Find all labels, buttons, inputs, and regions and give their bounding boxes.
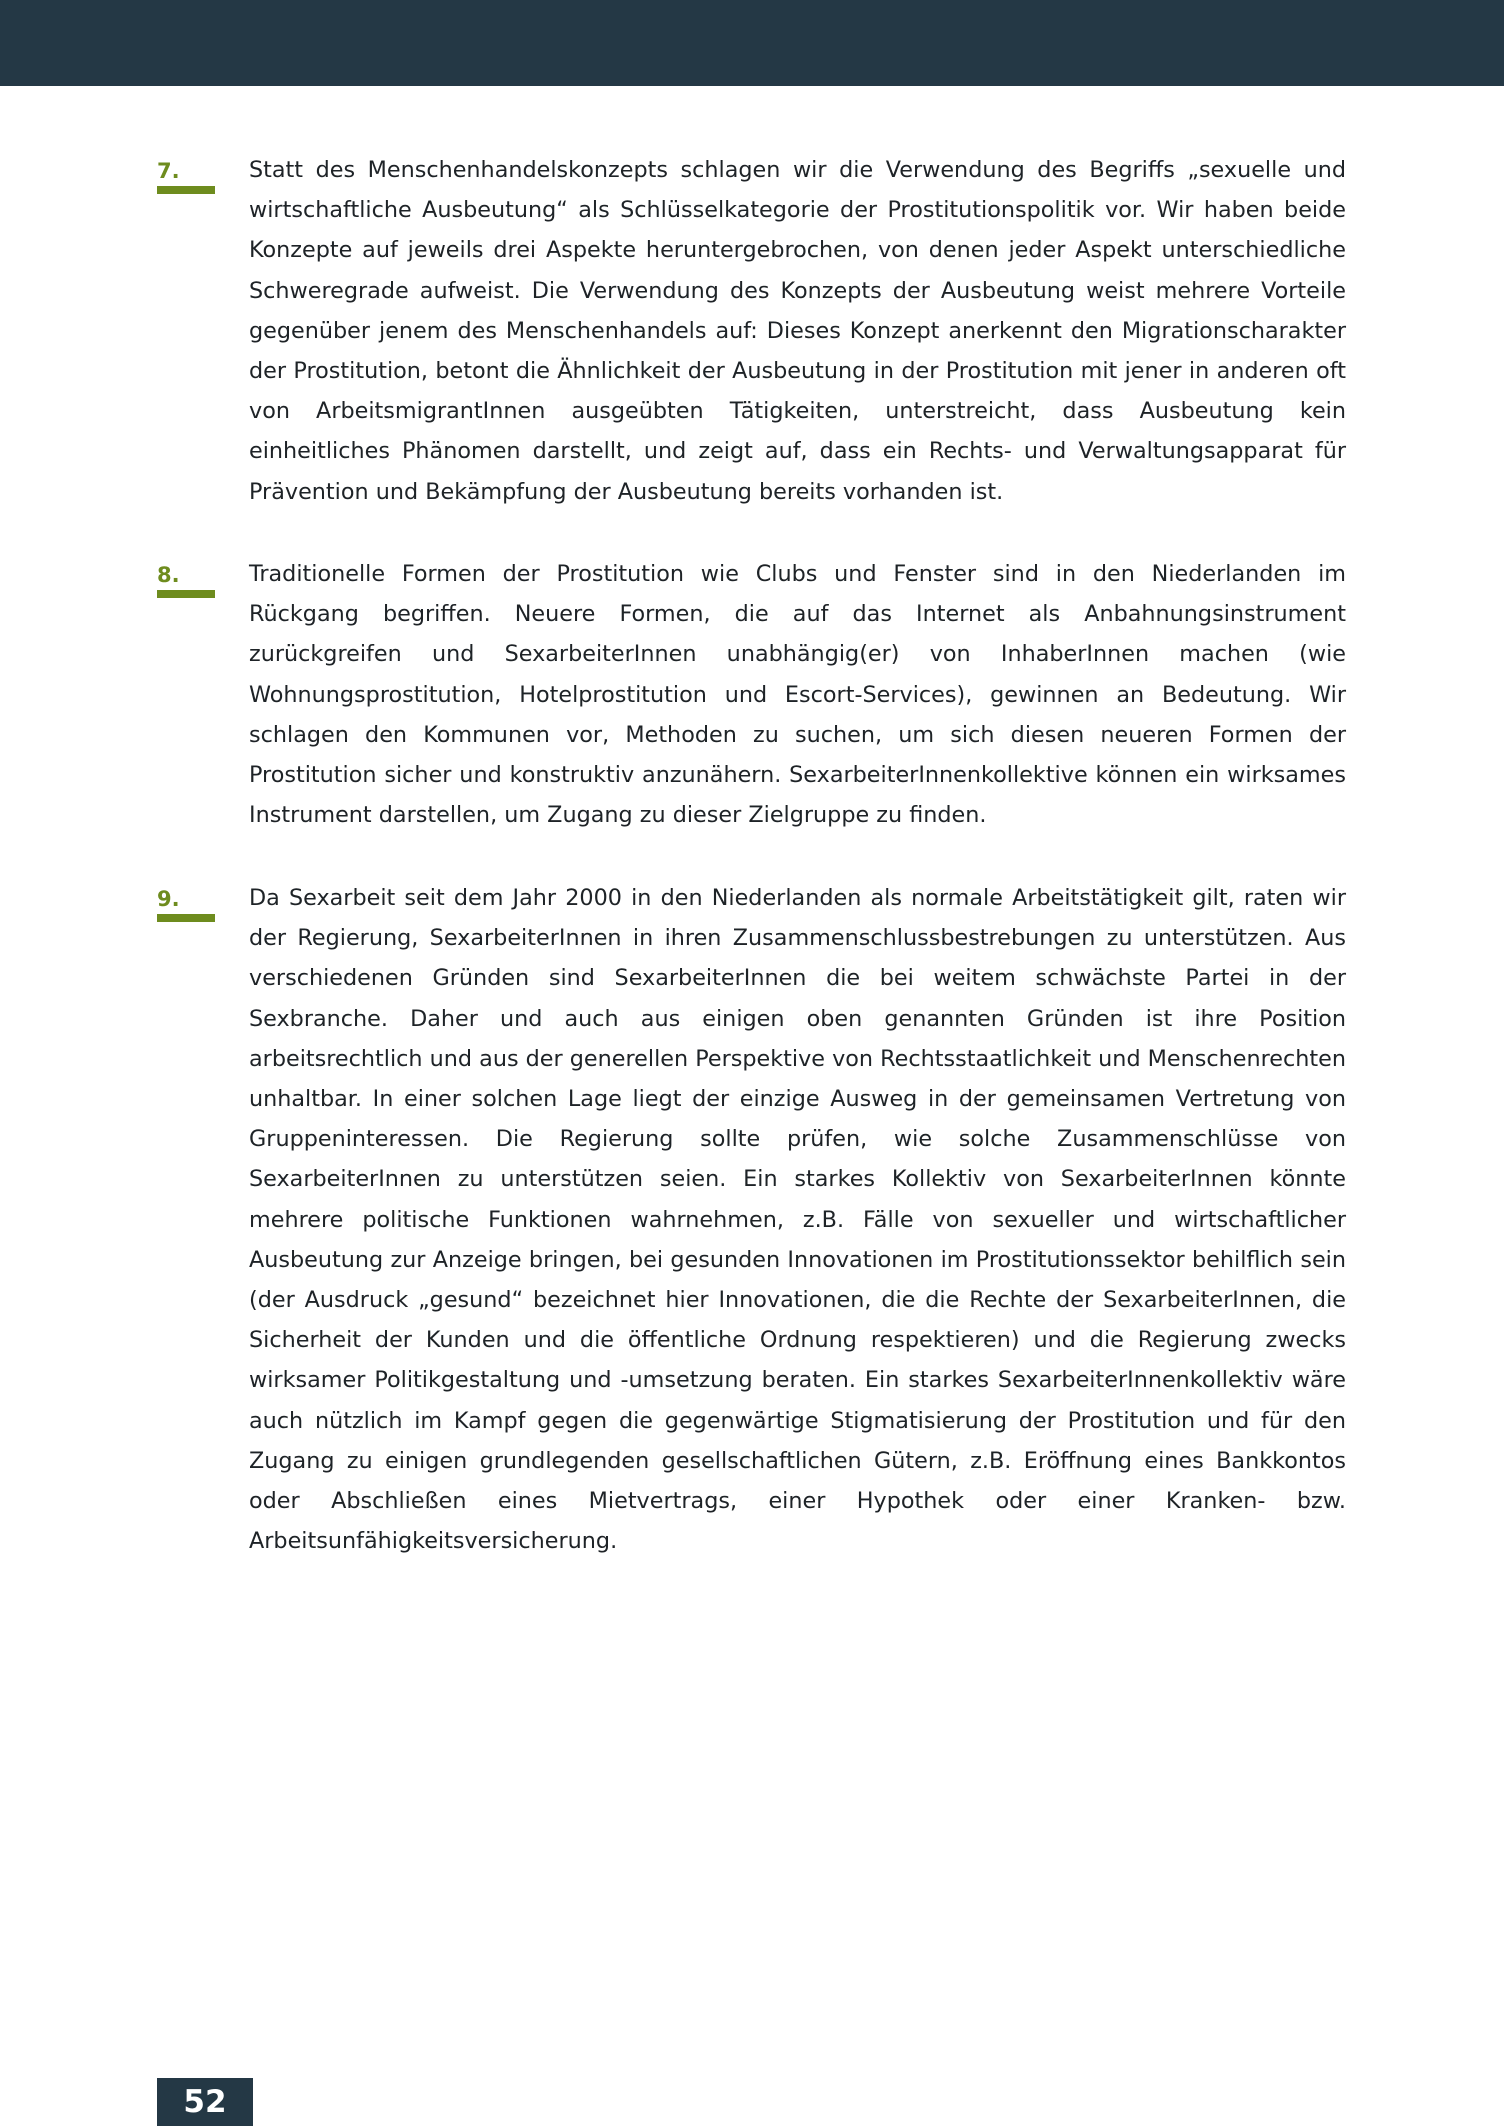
item-number-underline <box>157 590 215 598</box>
item-paragraph: Traditionelle Formen der Prostitution wie Clubs und Fenster sind in den Niederlanden im Rückgang begriffen. Neuere Formen, die auf das Internet als Anbahnungsinstrument zurückgreifen und SexarbeiterInnen unabhängig(er) von InhaberInnen machen (wie Wohnungsprostitution, Hotelprostitution und Escort-Services), gewinnen an Bedeutung. Wir schlagen den Kommunen vor, Methoden zu suchen, um sich diesen neueren Formen der Prostitution sicher und konstruktiv anzunähern. SexarbeiterInnenkollektive können ein wirksames Instrument darstellen, um Zugang zu dieser Zielgruppe zu finden. <box>249 561 1346 829</box>
item-number: 8. <box>157 563 180 587</box>
item-number-underline <box>157 914 215 922</box>
header-bar <box>0 0 1504 86</box>
item-paragraph: Da Sexarbeit seit dem Jahr 2000 in den Niederlanden als normale Arbeitstätigkeit gilt, raten wir der Regierung, SexarbeiterInnen in ihren Zusammenschlussbestrebungen zu unterstützen. Aus verschiedenen Gründen sind SexarbeiterInnen die bei weitem schwächste Partei in der Sexbranche. Daher und auch aus einigen oben genannten Gründen ist ihre Position arbeitsrechtlich und aus der generellen Perspektive von Rechtsstaatlichkeit und Menschenrechten unhaltbar. In einer solchen Lage liegt der einzige Ausweg in der gemeinsamen Vertretung von Gruppeninteressen. Die Regierung sollte prüfen, wie solche Zusammenschlüsse von SexarbeiterInnen zu unterstützen seien. Ein starkes Kollektiv von SexarbeiterInnen könnte mehrere politische Funktionen wahrnehmen, z.B. Fälle von sexueller und wirtschaftlicher Ausbeutung zur Anzeige bringen, bei gesunden Innovationen im Prostitutionssektor behilflich sein (der Ausdruck „gesund“ bezeichnet hier Innovationen, die die Rechte der SexarbeiterInnen, die Sicherheit der Kunden und die öffentliche Ordnung respektieren) und die Regierung zwecks wirksamer Politikgestaltung und -umsetzung beraten. Ein starkes SexarbeiterInnenkollektiv wäre auch nützlich im Kampf gegen die gegenwärtige Stigmatisierung der Prostitution und für den Zugang zu einigen grundlegenden gesellschaftlichen Gütern, z.B. Eröffnung eines Bankkontos oder Abschließen eines Mietvertrags, einer Hypothek oder einer Kranken- bzw. Arbeitsunfähigkeitsversicherung. <box>249 885 1346 1555</box>
item-number-underline <box>157 186 215 194</box>
item-number: 9. <box>157 887 180 911</box>
page-number: 52 <box>157 2078 253 2126</box>
item-number: 7. <box>157 159 180 183</box>
item-paragraph: Statt des Menschenhandelskonzepts schlagen wir die Verwendung des Begriffs „sexuelle und wirtschaftliche Ausbeutung“ als Schlüsselkategorie der Prostitutionspolitik vor. Wir haben beide Konzepte auf jeweils drei Aspekte heruntergebrochen, von denen jeder Aspekt unterschiedliche Schweregrade aufweist. Die Verwendung des Konzepts der Ausbeutung weist mehrere Vorteile gegenüber jenem des Menschenhandels auf: Dieses Konzept anerkennt den Migrationscharakter der Prostitution, betont die Ähnlichkeit der Ausbeutung in der Prostitution mit jener in anderen oft von ArbeitsmigrantInnen ausgeübten Tätigkeiten, unterstreicht, dass Ausbeutung kein einheitliches Phänomen darstellt, und zeigt auf, dass ein Rechts- und Verwaltungsapparat für Prävention und Bekämpfung der Ausbeutung bereits vorhanden ist. <box>249 157 1346 505</box>
